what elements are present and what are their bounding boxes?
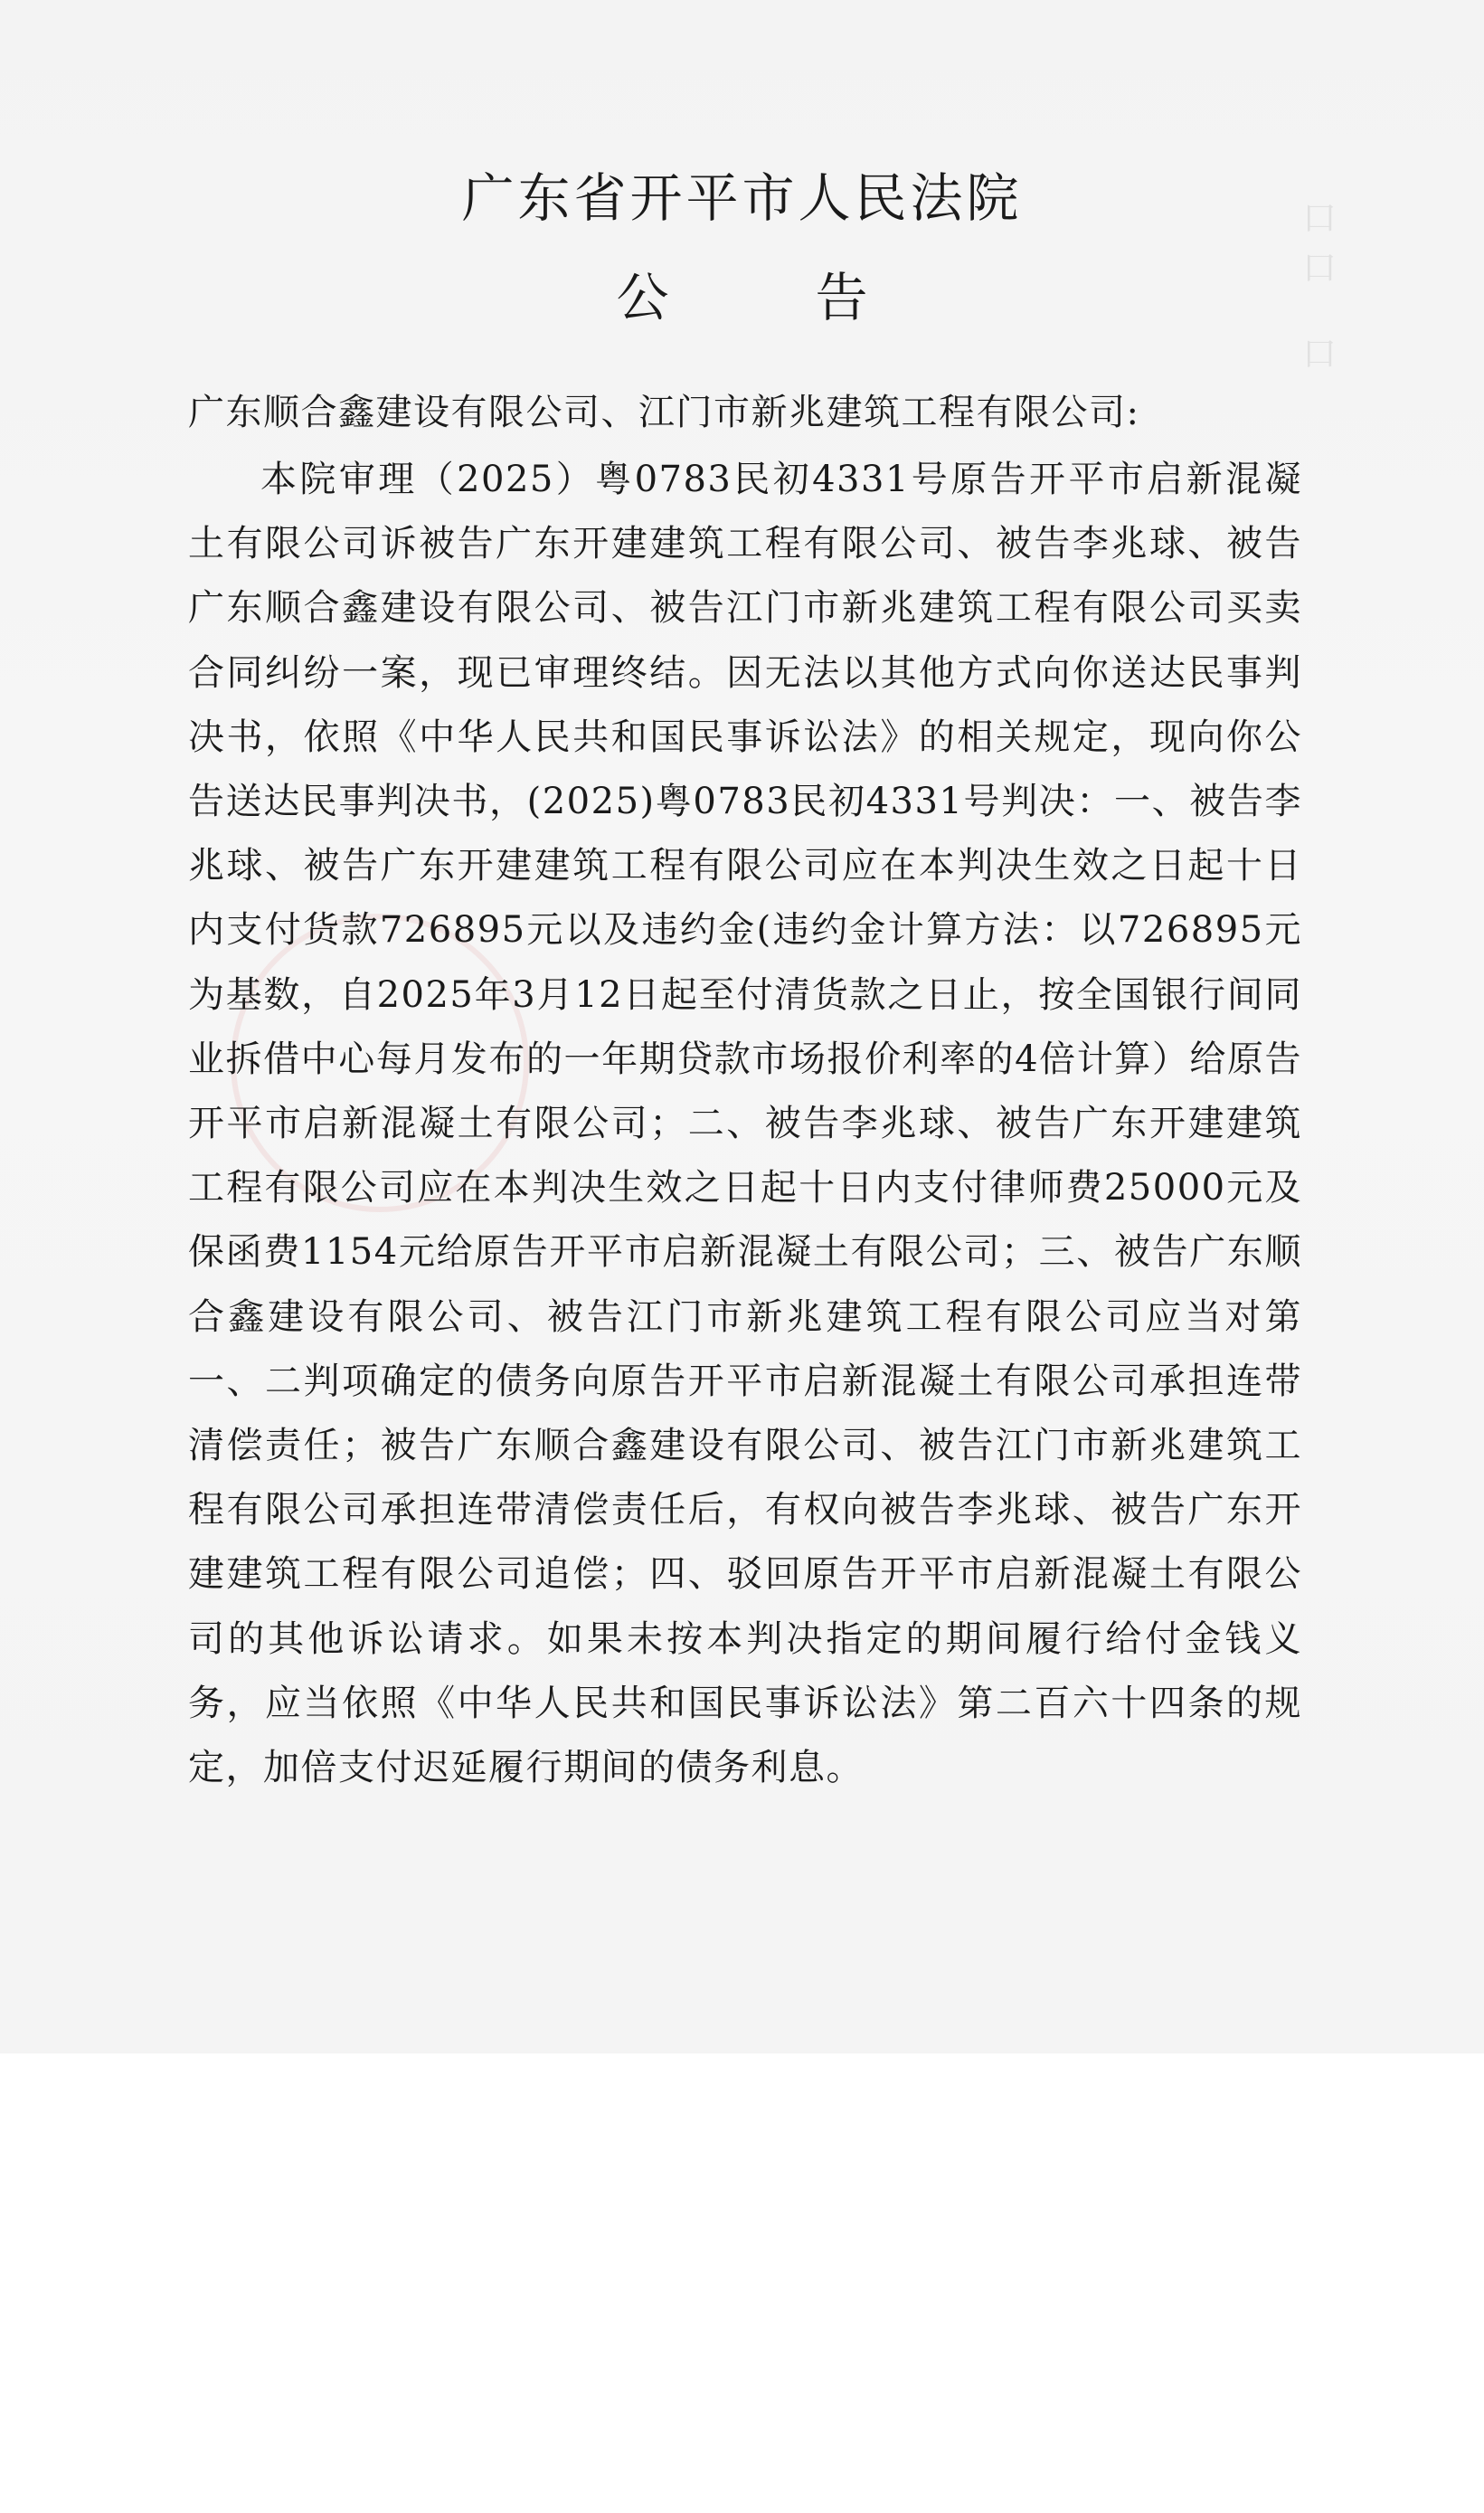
blank-margin xyxy=(0,2053,1484,2513)
notice-heading: 公 告 xyxy=(616,267,915,328)
notice-body-paragraph: 本院审理（2025）粤0783民初4331号原告开平市启新混凝土有限公司诉被告广东开建建筑工程有限公司、被告李兆球、被告广东顺合鑫建设有限公司、被告江门市新兆建筑工程有限公司买卖合同纠纷一案，现已审理终结。因无法以其他方式向你送达民事判决书，依照《中华人民共和国民事诉讼法》的相关规定，现向你公告送达民事判决书，(2025)粤0783民初4331号判决：一、被告李兆球、被告广东开建建筑工程有限公司应在本判决生效之日起十日内支付货款726895元以及违约金(违约金计算方法：以726895元为基数，自2025年3月12日起至付清货款之日止，按全国银行间同业拆借中心每月发布的一年期贷款市场报价利率的4倍计算）给原告开平市启新混凝土有限公司；二、被告李兆球、被告广东开建建筑工程有限公司应在本判决生效之日起十日内支付律师费25000元及保函费1154元给原告开平市启新混凝土有限公司；三、被告广东顺合鑫建设有限公司、被告江门市新兆建筑工程有限公司应当对第一、二判项确定的债务向原告开平市启新混凝土有限公司承担连带清偿责任；被告广东顺合鑫建设有限公司、被告江门市新兆建筑工程有限公司承担连带清偿责任后，有权向被告李兆球、被告广东开建建筑工程有限公司追偿；四、驳回原告开平市启新混凝土有限公司的其他诉讼请求。如果未按本判决指定的期间履行给付金钱义务，应当依照《中华人民共和国民事诉讼法》第二百六十四条的规定，加倍支付迟延履行期间的债务利息。 xyxy=(188,459,1302,1789)
court-name-heading: 广东省开平市人民法院 xyxy=(461,167,1023,229)
bleed-through-mark: 口 xyxy=(1302,248,1350,288)
bleed-through-mark: 口 xyxy=(1302,334,1350,374)
addressee-line: 广东顺合鑫建设有限公司、江门市新兆建筑工程有限公司: xyxy=(188,392,1140,433)
bleed-through-mark: 口 xyxy=(1302,198,1350,238)
